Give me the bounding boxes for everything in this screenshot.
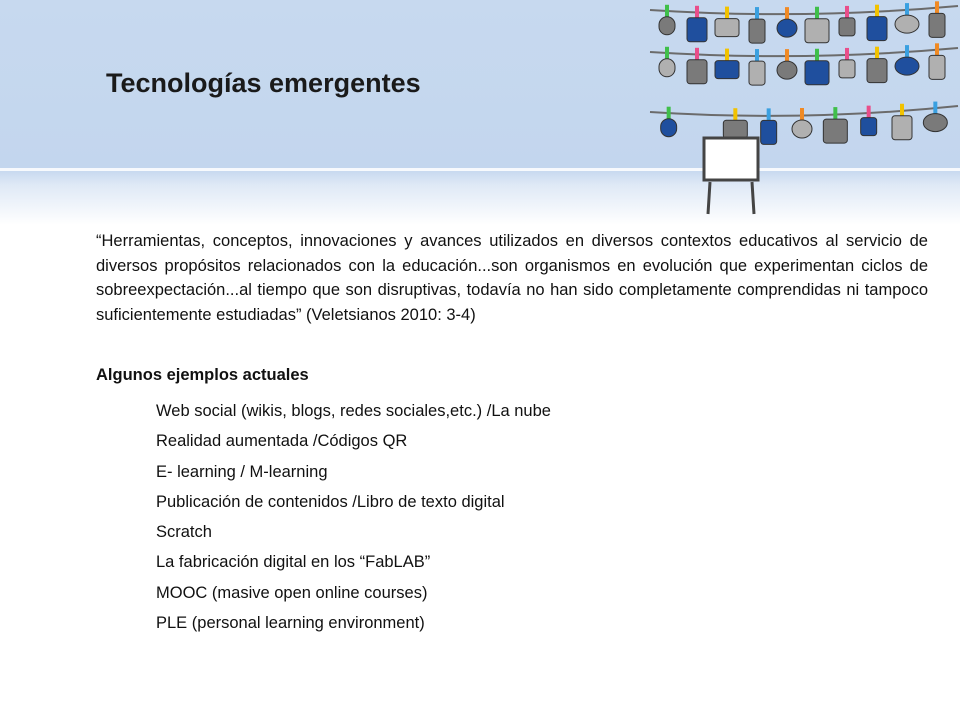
hanging-icons [659,1,947,144]
mouse-icon [895,45,919,75]
cd-icon [839,6,855,36]
list-item: Scratch [156,523,212,542]
list-item: Web social (wikis, blogs, redes sociales,etc.) /La nube [156,402,551,420]
list-item: E- learning / M-learning [156,462,328,481]
windows-icon [892,104,912,140]
whiteboard-icon [704,138,758,214]
phone-icon [777,49,797,79]
tux-icon [823,107,847,143]
music-note-icon [715,7,739,37]
examples-list [156,396,551,638]
flag-icon [761,108,777,144]
technology-collage-image [646,0,960,218]
examples-heading: Algunos ejemplos actuales [96,366,309,384]
cube-icon [715,49,739,79]
laptop-icon [792,108,812,138]
quote-paragraph: “Herramientas, conceptos, innovaciones y avances utilizados en diversos contextos educativos al servicio de diversos propósitos relacionados con la educación...son organismos en evolución que experimentan ciclos de sobreexpectación...al tiempo que son disruptivas, todavía no han sido completamente comprendidas ni tampoco suficientemente estudiadas” (Veletsianos 2010: 3-4) [96,232,928,324]
rss-icon [659,47,675,77]
list-item: La fabricación digital en los “FabLAB” [156,553,431,572]
slide-title: Tecnologías emergentes [106,68,421,98]
mobile-phone-icon [777,7,797,37]
newspaper-icon [867,47,887,83]
photo-icon [659,5,675,35]
list-item: PLE (personal learning environment) [156,614,425,633]
monitor-icon [661,107,677,137]
browser-icon [805,49,829,85]
media-player-icon [805,7,829,43]
earbuds-icon [749,49,765,85]
dashboard-icon [923,102,947,132]
video-icon [867,5,887,41]
server-icon [861,106,877,136]
pdf-icon [749,7,765,43]
list-item: Realidad aumentada /Códigos QR [156,432,408,451]
camera-icon [723,108,747,138]
book-icon [895,3,919,33]
calculator-icon [839,48,855,78]
list-item: MOOC (masive open online courses) [156,583,428,602]
list-item: Publicación de contenidos /Libro de texto digital [156,492,505,511]
